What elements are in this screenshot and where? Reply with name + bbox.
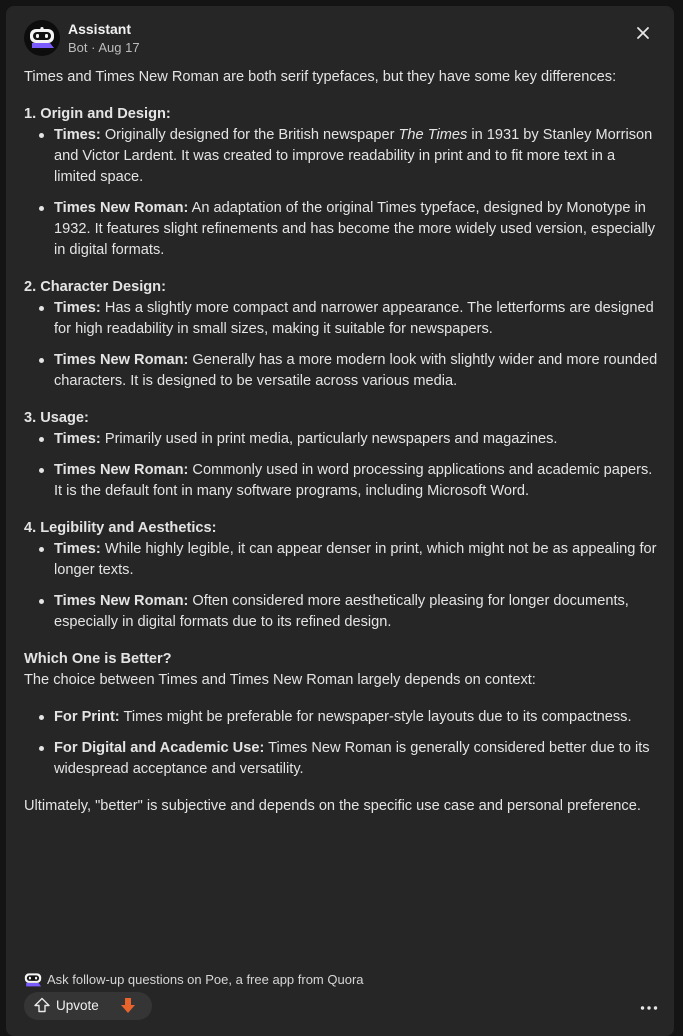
section-title: 4. Legibility and Aesthetics: <box>24 520 217 536</box>
section-title: 2. Character Design: <box>24 279 166 295</box>
list-item <box>54 738 660 780</box>
section-title: Which One is Better? <box>24 651 172 667</box>
list-item <box>54 350 660 392</box>
poe-robot-icon <box>29 27 55 49</box>
answer-header <box>24 20 664 60</box>
item-label: For Print: <box>54 709 120 725</box>
item-text: Times might be preferable for newspaper-style layouts due to its compactness. <box>119 709 632 725</box>
item-text: in 1931 by Stanley Morrison and Victor Lardent. It was created to improve readability in print and to fit more text in a limited space. <box>54 127 653 185</box>
item-text: Has a slightly more compact and narrower appearance. The letterforms are designed for high readability in small sizes, making it suitable for newspapers. <box>54 300 654 337</box>
bullet-list <box>24 707 660 780</box>
more-dots-icon <box>640 1005 658 1011</box>
item-italic: The Times <box>398 127 468 143</box>
poe-promo-link[interactable] <box>24 971 364 989</box>
more-options-button[interactable] <box>640 998 658 1016</box>
author-meta: Bot · Aug 17 <box>68 40 140 55</box>
item-text: Originally designed for the British newspaper <box>100 127 399 143</box>
item-text: Primarily used in print media, particularly newspapers and magazines. <box>100 431 558 447</box>
list-item <box>54 539 660 581</box>
item-label: Times: <box>54 300 101 316</box>
lead-paragraph: The choice between Times and Times New Roman largely depends on context: <box>24 672 536 688</box>
upvote-arrow-icon <box>34 997 50 1013</box>
list-item <box>54 460 660 502</box>
list-item <box>54 125 660 188</box>
item-text: Commonly used in word processing applications and academic papers. It is the default font in many software programs, including Microsoft Word. <box>54 462 653 499</box>
item-text: Often considered more aesthetically pleasing for longer documents, especially in digital formats due to its refined design. <box>54 593 629 630</box>
close-icon <box>632 22 654 44</box>
list-item <box>54 591 660 633</box>
item-text: Times New Roman is generally considered better due to its widespread acceptance and versatility. <box>54 740 650 777</box>
promo-text: Ask follow-up questions on Poe, a free app from Quora <box>47 972 364 987</box>
avatar[interactable] <box>24 20 60 56</box>
item-text: Generally has a more modern look with slightly wider and more rounded characters. It is designed to be versatile across various media. <box>54 352 658 389</box>
action-bar <box>24 990 664 1020</box>
item-label: Times New Roman: <box>54 352 189 368</box>
answer-card <box>6 6 674 1036</box>
list-item <box>54 429 660 450</box>
item-label: Times: <box>54 127 101 143</box>
downvote-arrow-icon <box>120 997 136 1014</box>
bullet-list <box>24 539 660 633</box>
close-button[interactable] <box>632 22 654 44</box>
bullet-list <box>24 298 660 392</box>
list-item <box>54 707 660 728</box>
item-label: Times New Roman: <box>54 593 189 609</box>
answer-content <box>24 67 660 831</box>
closing-paragraph: Ultimately, "better" is subjective and depends on the specific use case and personal preference. <box>24 798 641 814</box>
upvote-button[interactable] <box>34 992 99 1020</box>
intro-paragraph: Times and Times New Roman are both serif typefaces, but they have some key differences: <box>24 69 617 85</box>
vote-pill <box>24 992 152 1020</box>
upvote-label: Upvote <box>56 998 99 1013</box>
bullet-list <box>24 429 660 502</box>
item-label: Times: <box>54 431 101 447</box>
list-item <box>54 198 660 261</box>
list-item <box>54 298 660 340</box>
section-title: 3. Usage: <box>24 410 89 426</box>
section-title: 1. Origin and Design: <box>24 106 171 122</box>
downvote-button[interactable] <box>120 997 136 1019</box>
item-label: Times New Roman: <box>54 462 189 478</box>
item-label: For Digital and Academic Use: <box>54 740 265 756</box>
author-name[interactable]: Assistant <box>68 21 132 37</box>
item-label: Times: <box>54 541 101 557</box>
poe-robot-icon <box>24 972 42 987</box>
item-text: While highly legible, it can appear denser in print, which might not be as appealing for longer texts. <box>54 541 657 578</box>
bullet-list <box>24 125 660 261</box>
item-label: Times New Roman: <box>54 200 189 216</box>
item-text: An adaptation of the original Times typeface, designed by Monotype in 1932. It features slight refinements and has become the more widely used version, especially in digital formats. <box>54 200 656 258</box>
